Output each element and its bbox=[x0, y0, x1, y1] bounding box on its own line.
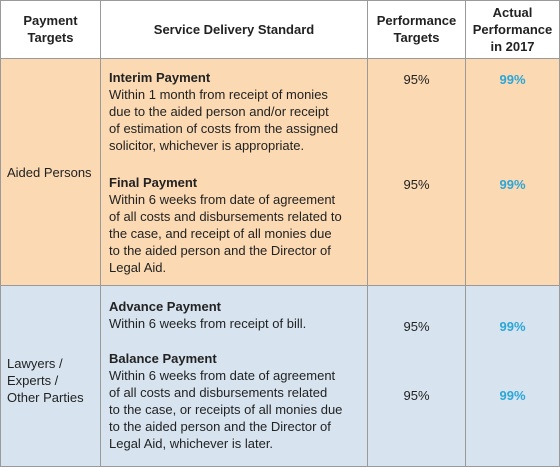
final-target: 95% bbox=[403, 177, 430, 192]
advance-actual: 99% bbox=[499, 319, 526, 334]
balance-payment-title: Balance Payment bbox=[109, 351, 217, 366]
advance-target: 95% bbox=[403, 319, 430, 334]
interim-payment-title: Interim Payment bbox=[109, 70, 211, 85]
interim-target: 95% bbox=[403, 72, 430, 87]
interim-payment-text: Within 1 month from receipt of monies due to the aided person and/or receipt of estimation of costs from the assigned solicitor, whichever is appropriate. bbox=[109, 87, 339, 153]
advance-payment-title: Advance Payment bbox=[109, 299, 221, 314]
header-actual-performance: Actual Performance in 2017 bbox=[472, 5, 553, 54]
column-divider bbox=[100, 1, 101, 466]
final-payment-title: Final Payment bbox=[109, 175, 198, 190]
header-payment-targets: Payment Targets bbox=[23, 13, 78, 45]
header-service-delivery-standard: Service Delivery Standard bbox=[153, 22, 315, 37]
balance-actual: 99% bbox=[499, 388, 526, 403]
interim-actual: 99% bbox=[499, 72, 526, 87]
final-actual: 99% bbox=[499, 177, 526, 192]
lawyers-experts-label: Lawyers / Experts / Other Parties bbox=[7, 356, 84, 405]
aided-persons-label: Aided Persons bbox=[7, 165, 92, 180]
header-performance-targets: Performance Targets bbox=[376, 13, 457, 45]
advance-payment-text: Within 6 weeks from receipt of bill. bbox=[109, 316, 307, 331]
balance-payment-text: Within 6 weeks from date of agreement of all costs and disbursements related to the case, or receipts of all monies due to the aided person and the Director of Legal Aid, whichever is later. bbox=[109, 368, 343, 451]
final-payment-text: Within 6 weeks from date of agreement of all costs and disbursements related to the case, and receipt of all monies due to the aided person and the Director of Legal Aid. bbox=[109, 192, 342, 275]
balance-target: 95% bbox=[403, 388, 430, 403]
